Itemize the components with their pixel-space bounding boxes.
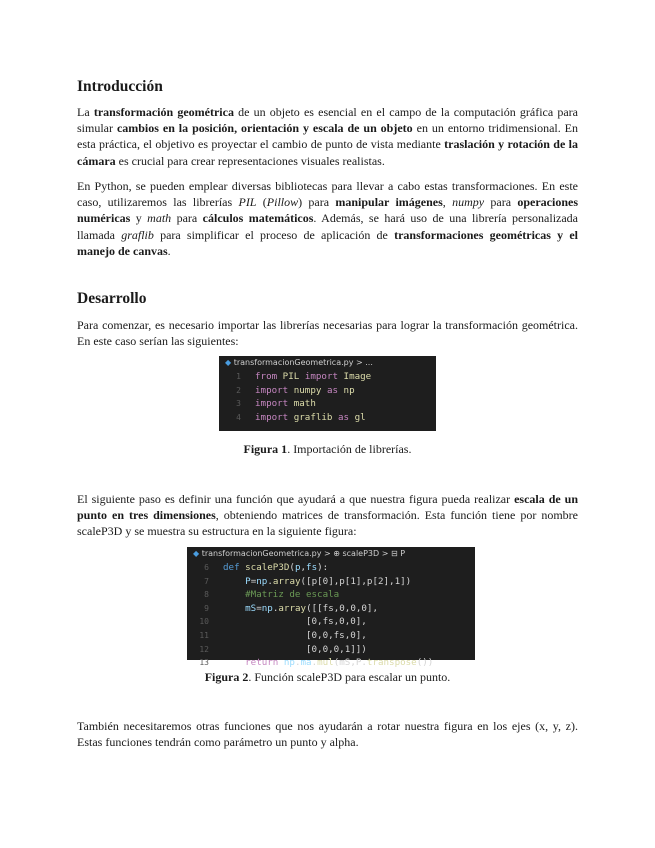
python-file-icon: ◆	[193, 549, 202, 558]
editor-breadcrumb	[219, 356, 436, 370]
line-number: 9	[204, 603, 209, 613]
python-file-icon: ◆	[225, 358, 234, 367]
text-run: graflib	[121, 227, 154, 242]
code-token: transpose	[366, 657, 417, 669]
code-token: math	[293, 398, 316, 410]
code-token: np	[283, 657, 295, 669]
code-token: mS	[245, 602, 257, 614]
code-line	[187, 656, 475, 670]
code-token	[223, 603, 245, 614]
code-line	[219, 411, 436, 425]
code-token: from	[255, 371, 283, 382]
text-run: .	[167, 243, 171, 258]
code-token: array	[278, 602, 307, 614]
desarrollo-paragraph-3: También necesitaremos otras funciones que nos ayudarán a rotar nuestra figura en los ejes (x, y, z). Estas funciones tendrán como parámetro un punto y alpha.	[77, 719, 578, 750]
text-run: para simplificar el proceso de aplicación de	[153, 227, 395, 242]
line-number: 7	[204, 576, 209, 586]
code-token	[223, 589, 245, 600]
code-token: [0,0,0,1]])	[223, 643, 367, 655]
line-number: 13	[199, 658, 209, 668]
figure-1-caption-text: . Importación de librerías.	[287, 442, 412, 456]
code-line	[219, 397, 436, 411]
code-token: numpy	[293, 384, 327, 396]
figure-2-caption	[77, 670, 578, 685]
code-token: .	[294, 657, 301, 669]
code-token: .	[267, 575, 273, 587]
intro-paragraph-2	[77, 178, 578, 259]
code-token: ,	[300, 562, 307, 573]
text-run: cambios en la posición, orientación y escala de un objeto	[116, 121, 413, 136]
figure-2-caption-text: . Función scaleP3D para escalar un punto.	[248, 670, 451, 684]
text-run: , obteniendo matrices de transformación. Esta función tiene por nombre scaleP3D y se muestra su estructura en la siguiente figura:	[77, 508, 578, 539]
code-token: import	[255, 411, 294, 423]
code-line	[187, 629, 475, 643]
code-token: import	[304, 371, 344, 382]
code-token: mul	[317, 657, 334, 669]
code-token: =	[256, 602, 262, 614]
breadcrumb-text: transformacionGeometrica.py > ⊕ scaleP3D > ⊟ P	[201, 549, 406, 558]
intro-heading: Introducción	[77, 78, 163, 95]
line-number: 12	[199, 644, 209, 654]
text-run: (	[256, 195, 267, 210]
code-token: ([[fs,0,0,0],	[306, 602, 378, 614]
text-run: ) para	[298, 195, 336, 210]
breadcrumb-text: transformacionGeometrica.py > ...	[233, 358, 373, 367]
code-token: .	[311, 657, 318, 669]
desarrollo-heading: Desarrollo	[77, 290, 147, 307]
text-run: en un entorno tridimensional. En esta práctica, el objetivo es proyectar el cambio de punto de vista mediante	[77, 121, 578, 152]
code-line	[187, 643, 475, 657]
code-token: [0,0,fs,0],	[223, 629, 367, 641]
code-token: PIL	[282, 371, 305, 382]
code-token: scaleP3D	[245, 562, 290, 573]
code-token: def	[223, 562, 246, 573]
line-number: 4	[236, 412, 241, 422]
desarrollo-paragraph-2	[77, 491, 578, 540]
text-run: transformación geométrica	[93, 105, 234, 119]
code-token: return	[223, 657, 284, 669]
text-run: La	[77, 105, 94, 119]
code-token: (	[289, 562, 295, 573]
code-token: np	[256, 575, 268, 587]
figure-1-label: Figura 1	[243, 442, 288, 456]
figure-1-caption	[77, 442, 578, 457]
figure-2-label: Figura 2	[204, 670, 249, 684]
text-run: math	[147, 211, 172, 226]
code-token: (mS,P.	[333, 657, 367, 669]
code-line	[187, 602, 475, 616]
line-number: 11	[199, 630, 209, 640]
line-number: 1	[236, 372, 241, 381]
code-token: ma	[300, 657, 312, 669]
text-run: para	[171, 211, 203, 226]
code-token: graflib	[293, 411, 338, 423]
code-token: import	[255, 398, 294, 410]
text-run: operaciones numéricas	[77, 195, 578, 226]
code-line	[187, 615, 475, 629]
code-token: ):	[317, 562, 329, 573]
figure-2-code-screenshot	[187, 547, 475, 669]
code-token: np	[261, 602, 273, 614]
code-token: as	[338, 411, 355, 423]
text-run: cálculos matemáticos	[202, 211, 314, 226]
text-run: El siguiente paso es definir una función que ayudará a que nuestra figura pueda realizar	[77, 492, 515, 506]
desarrollo-paragraph-1: Para comenzar, es necesario importar las librerías necesarias para lograr la transformación geométrica. En este caso serían las siguientes:	[77, 318, 578, 349]
line-number: 8	[204, 590, 209, 600]
code-token: import	[255, 384, 294, 396]
code-token: =	[250, 575, 257, 587]
text-run: Pillow	[266, 195, 299, 210]
code-token: ())	[416, 657, 434, 669]
editor-breadcrumb	[187, 547, 475, 561]
text-run: traslación y rotación de la cámara	[77, 137, 578, 168]
text-run: de un objeto es esencial en el campo de la computación gráfica para simular	[77, 105, 578, 136]
line-number: 2	[236, 385, 241, 395]
code-line	[187, 588, 475, 602]
code-token: fs	[306, 562, 318, 573]
code-line	[187, 575, 475, 589]
code-token: [0,fs,0,0],	[223, 616, 367, 628]
text-run: PIL	[238, 195, 257, 210]
line-number: 3	[236, 399, 241, 409]
intro-paragraph-1	[77, 104, 578, 169]
figure-1-code-screenshot	[219, 356, 436, 431]
code-token: Image	[343, 371, 372, 382]
code-token: p	[294, 562, 301, 573]
code-token: P	[245, 575, 251, 587]
code-line	[187, 561, 475, 575]
code-token: gl	[354, 411, 366, 423]
line-number: 10	[199, 617, 209, 627]
code-token	[223, 576, 245, 587]
code-token: ([p[0],p[1],p[2],1])	[300, 575, 412, 587]
code-line	[219, 384, 436, 398]
text-run: es crucial para crear representaciones visuales realistas.	[115, 153, 385, 168]
code-lines	[219, 370, 436, 424]
code-lines	[187, 561, 475, 670]
text-run: ,	[442, 195, 453, 210]
code-line	[219, 370, 436, 384]
text-run: escala de un punto en tres dimensiones	[77, 492, 578, 523]
code-token: .	[272, 602, 279, 614]
code-token: np	[343, 384, 355, 396]
text-run: . Además, se hará uso de una librería personalizada llamada	[77, 211, 579, 242]
text-run: numpy	[452, 195, 485, 210]
text-run: En Python, se pueden emplear diversas bibliotecas para llevar a cabo estas transformaciones. En este caso, utilizaremos las librerías	[77, 179, 578, 210]
code-token: array	[272, 575, 301, 587]
text-run: para	[484, 195, 518, 210]
text-run: manipular imágenes	[335, 195, 443, 210]
text-run: y	[130, 211, 148, 226]
code-token: as	[326, 384, 344, 396]
line-number: 6	[204, 563, 209, 572]
code-token: #Matriz de escala	[245, 589, 340, 601]
text-run: transformaciones geométricas y el manejo de canvas	[77, 227, 578, 258]
